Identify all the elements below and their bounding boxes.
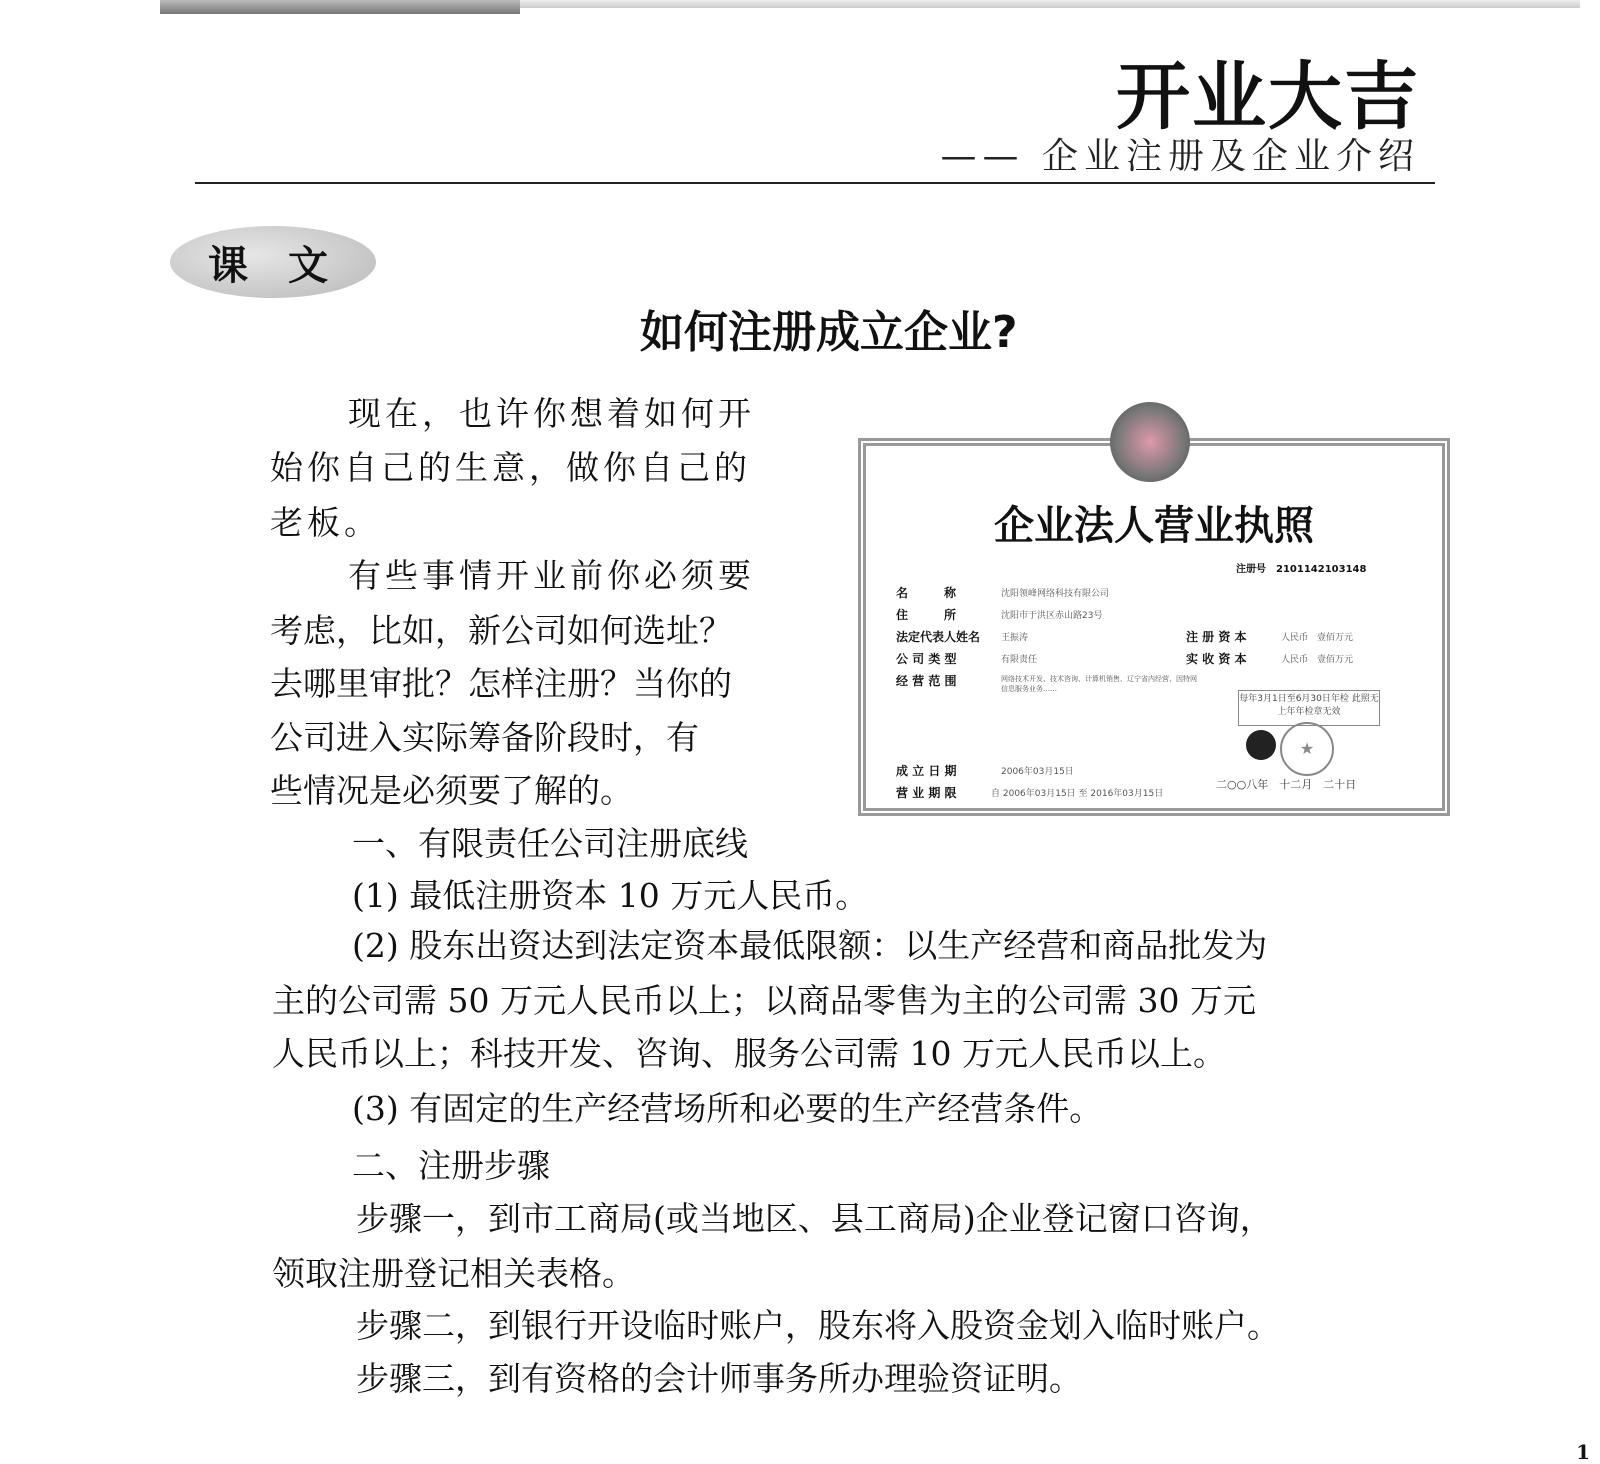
text-line: 公司进入实际筹备阶段时，有 bbox=[270, 718, 699, 757]
cert-label: 成 立 日 期 bbox=[896, 764, 957, 778]
text-line: 步骤三，到有资格的会计师事务所办理验资证明。 bbox=[356, 1359, 1082, 1398]
registration-number bbox=[1236, 560, 1366, 575]
cert-label: 法定代表人姓名 bbox=[896, 630, 981, 644]
cert-label: 注 册 资 本 bbox=[1186, 630, 1247, 644]
cert-value: 人民币 壹佰万元 bbox=[1281, 633, 1354, 643]
text-line: 去哪里审批？怎样注册？当你的 bbox=[270, 664, 732, 703]
text-line: 主的公司需 50 万元人民币以上；以商品零售为主的公司需 30 万元 bbox=[272, 981, 1256, 1020]
reg-value: 2101142103148 bbox=[1276, 564, 1367, 575]
header-divider bbox=[195, 182, 1435, 184]
text-line: 步骤一，到市工商局(或当地区、县工商局)企业登记窗口咨询， bbox=[356, 1199, 1273, 1238]
scan-edge-bar bbox=[160, 0, 520, 14]
text-line: 一、有限责任公司注册底线 bbox=[352, 824, 748, 863]
cert-label: 经 营 范 围 bbox=[896, 674, 957, 688]
text-line: 考虑，比如，新公司如何选址？ bbox=[270, 611, 732, 650]
section-badge: 课文 bbox=[170, 226, 376, 298]
cert-label: 营 业 期 限 bbox=[896, 786, 957, 800]
text-line: 始你自己的生意，做你自己的 bbox=[270, 448, 751, 487]
cert-label: 公 司 类 型 bbox=[896, 652, 957, 666]
text-line: 现在，也许你想着如何开 bbox=[348, 394, 755, 433]
text-line: (3) 有固定的生产经营场所和必要的生产经营条件。 bbox=[352, 1089, 1103, 1128]
cert-label: 名 称 bbox=[896, 586, 957, 600]
cert-label: 住 所 bbox=[896, 608, 957, 622]
chapter-subtitle: —— 企业注册及企业介绍 bbox=[940, 136, 1420, 177]
text-line: 些情况是必须要了解的。 bbox=[270, 771, 633, 810]
text-line: 领取注册登记相关表格。 bbox=[272, 1254, 635, 1293]
text-line: 二、注册步骤 bbox=[352, 1146, 550, 1185]
text-line: 步骤二，到银行开设临时账户，股东将入股资金划入临时账户。 bbox=[356, 1306, 1280, 1345]
cert-value: 2006年03月15日 bbox=[1001, 767, 1074, 777]
text-line: (1) 最低注册资本 10 万元人民币。 bbox=[352, 876, 869, 915]
cert-value: 人民币 壹佰万元 bbox=[1281, 655, 1354, 665]
scan-edge-bar bbox=[520, 0, 1580, 8]
chapter-title: 开业大吉 bbox=[1116, 54, 1420, 140]
business-license-image bbox=[858, 438, 1450, 816]
cert-value: 王振涛 bbox=[1001, 633, 1029, 643]
text-line: (2) 股东出资达到法定资本最低限额：以生产经营和商品批发为 bbox=[352, 926, 1268, 965]
page-number: 1 bbox=[1576, 1440, 1590, 1464]
certificate-title: 企业法人营业执照 bbox=[994, 503, 1314, 549]
cert-value: 自 2006年03月15日 至 2016年03月15日 bbox=[991, 789, 1164, 799]
lesson-title: 如何注册成立企业? bbox=[640, 307, 1018, 358]
text-line: 有些事情开业前你必须要 bbox=[348, 556, 755, 595]
issue-date: 二○○八年 十二月 二十日 bbox=[1216, 778, 1357, 791]
cert-value: 有限责任 bbox=[1001, 655, 1038, 665]
cert-value: 沈阳市于洪区赤山路23号 bbox=[1001, 611, 1103, 621]
annual-check-box: 每年3月1日至6月30日年检 此照无上年年检章无效 bbox=[1238, 690, 1380, 726]
star-seal-icon: ★ bbox=[1280, 722, 1334, 776]
black-seal-icon bbox=[1246, 730, 1276, 760]
cert-value: 沈阳领峰网络科技有限公司 bbox=[1001, 589, 1110, 599]
text-line: 老板。 bbox=[270, 503, 381, 542]
cert-label: 实 收 资 本 bbox=[1186, 652, 1247, 666]
reg-label: 注册号 bbox=[1236, 564, 1266, 575]
cert-value: 网络技术开发、技术咨询、计算机销售、辽宁省内经营、因特网信息服务业务…… bbox=[1001, 675, 1197, 693]
national-emblem-icon bbox=[1110, 402, 1190, 482]
text-line: 人民币以上；科技开发、咨询、服务公司需 10 万元人民币以上。 bbox=[272, 1034, 1226, 1073]
